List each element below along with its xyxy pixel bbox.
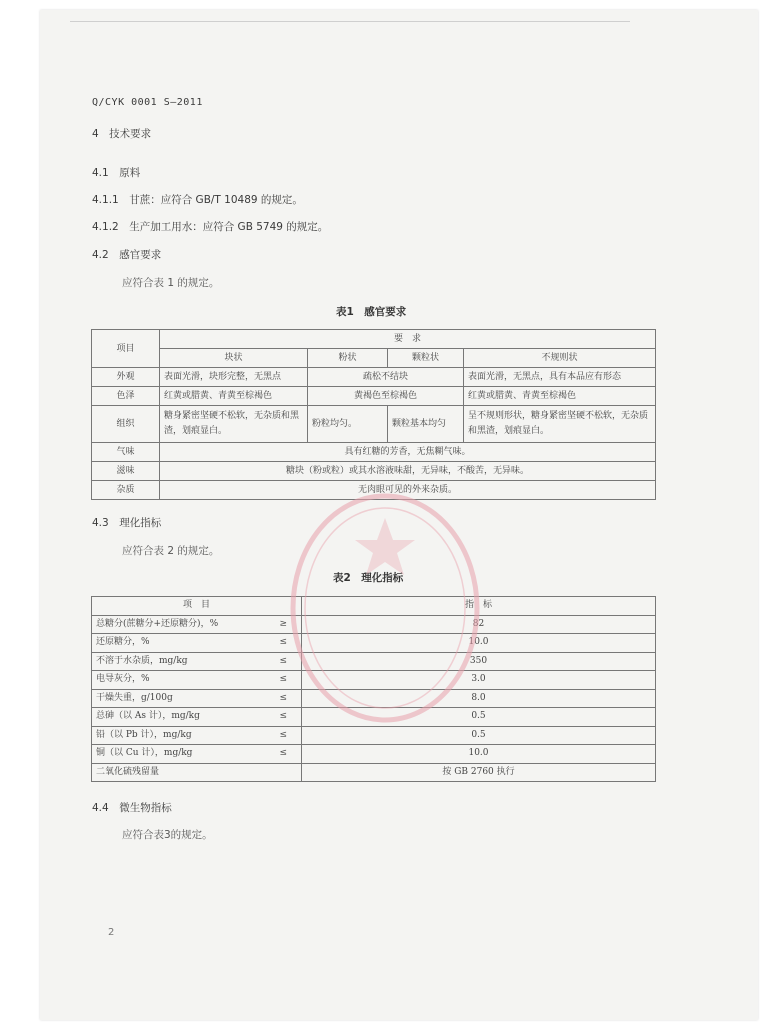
table-row (92, 708, 656, 727)
t1-cell: 糖身紧密坚硬不松软，无杂质和黑渣，划痕显白。 (160, 406, 308, 443)
t2-row-name: 铜（以 Cu 计），mg/kg (92, 745, 262, 764)
table-row (92, 387, 656, 406)
t2-row-value: 8.0 (302, 689, 656, 708)
t2-row-name: 铅（以 Pb 计），mg/kg (92, 726, 262, 745)
t1-header-item: 项目 (92, 330, 160, 368)
section-4-4-text: 应符合表3的规定。 (122, 829, 213, 841)
t2-row-name: 总糖分(蔗糖分+还原糖分)，% (92, 615, 262, 634)
t2-row-value: 82 (302, 615, 656, 634)
t1-cell: 无肉眼可见的外来杂质。 (160, 481, 656, 500)
t2-row-value: 0.5 (302, 708, 656, 727)
t1-cell: 表面光滑，块形完整，无黑点 (160, 368, 308, 387)
t2-row-name: 二氧化硫残留量 (92, 763, 302, 782)
t2-row-symbol: ≤ (262, 745, 302, 764)
t1-cell: 糖块（粉或粒）或其水溶液味甜，无异味，不酸苦，无异味。 (160, 462, 656, 481)
t2-row-symbol: ≤ (262, 726, 302, 745)
table-row (92, 634, 656, 653)
standard-number: Q/CYK 0001 S—2011 (92, 97, 203, 108)
t1-cell: 粉粒均匀。 (308, 406, 388, 443)
t2-row-name: 干燥失重，g/100g (92, 689, 262, 708)
table-row (92, 481, 656, 500)
section-4-3-text: 应符合表 2 的规定。 (122, 545, 220, 557)
t1-cell: 红黄或腊黄、青黄至棕褐色 (464, 387, 656, 406)
table-row (92, 689, 656, 708)
t2-row-value: 10.0 (302, 634, 656, 653)
t2-row-value: 350 (302, 652, 656, 671)
section-4-2-text: 应符合表 1 的规定。 (122, 277, 220, 289)
t1-subheader-lump: 块状 (160, 349, 308, 368)
t2-row-symbol: ≤ (262, 671, 302, 690)
section-4-heading: 4 技术要求 (92, 128, 152, 140)
t1-subheader-irregular: 不规则状 (464, 349, 656, 368)
t2-row-symbol: ≤ (262, 708, 302, 727)
table-row (92, 615, 656, 634)
t1-cell: 疏松不结块 (308, 368, 464, 387)
physicochemical-table (91, 596, 656, 782)
t1-row-label: 杂质 (92, 481, 160, 500)
table-row (92, 462, 656, 481)
table-row (92, 406, 656, 443)
t2-row-symbol: ≤ (262, 689, 302, 708)
table-row (92, 443, 656, 462)
t2-row-name: 电导灰分，% (92, 671, 262, 690)
t2-header-item: 项 目 (92, 597, 302, 616)
table-row (92, 745, 656, 764)
t2-row-value: 按 GB 2760 执行 (302, 763, 656, 782)
section-4-4-heading: 4.4 微生物指标 (92, 802, 172, 814)
t1-row-label: 组织 (92, 406, 160, 443)
t2-row-value: 10.0 (302, 745, 656, 764)
t1-subheader-granule: 颗粒状 (388, 349, 464, 368)
t1-row-label: 色泽 (92, 387, 160, 406)
t2-row-name: 总砷（以 As 计），mg/kg (92, 708, 262, 727)
section-4-1-2-text: 4.1.2 生产加工用水：应符合 GB 5749 的规定。 (92, 221, 329, 233)
t2-row-value: 0.5 (302, 726, 656, 745)
t2-row-value: 3.0 (302, 671, 656, 690)
t1-subheader-powder: 粉状 (308, 349, 388, 368)
t1-row-label: 滋味 (92, 462, 160, 481)
t1-cell: 红黄或腊黄、青黄至棕褐色 (160, 387, 308, 406)
section-4-1-1-text: 4.1.1 甘蔗：应符合 GB/T 10489 的规定。 (92, 194, 303, 206)
t1-cell: 呈不规则形状，糖身紧密坚硬不松软，无杂质和黑渣，划痕显白。 (464, 406, 656, 443)
table-row (92, 726, 656, 745)
sensory-table (91, 329, 656, 500)
section-4-1-heading: 4.1 原料 (92, 167, 141, 179)
t2-row-symbol: ≤ (262, 634, 302, 653)
table-row (92, 763, 656, 782)
table-row (92, 368, 656, 387)
t2-row-symbol: ≥ (262, 615, 302, 634)
page-number: 2 (108, 927, 115, 938)
table-row (92, 652, 656, 671)
t2-row-name: 还原糖分，% (92, 634, 262, 653)
section-4-2-heading: 4.2 感官要求 (92, 249, 162, 261)
t2-row-name: 不溶于水杂质，mg/kg (92, 652, 262, 671)
header-rule (70, 21, 630, 22)
t1-row-label: 外观 (92, 368, 160, 387)
t1-cell: 具有红糖的芳香，无焦糊气味。 (160, 443, 656, 462)
table1-caption: 表1 感官要求 (336, 306, 407, 318)
t1-cell: 黄褐色至棕褐色 (308, 387, 464, 406)
t2-header-index: 指 标 (302, 597, 656, 616)
section-4-3-heading: 4.3 理化指标 (92, 517, 162, 529)
table-row (92, 671, 656, 690)
t1-cell: 表面光滑，无黑点，具有本品应有形态 (464, 368, 656, 387)
t1-row-label: 气味 (92, 443, 160, 462)
table2-caption: 表2 理化指标 (333, 572, 404, 584)
t2-row-symbol: ≤ (262, 652, 302, 671)
t1-header-requirement: 要 求 (160, 330, 656, 349)
t1-cell: 颗粒基本均匀 (388, 406, 464, 443)
